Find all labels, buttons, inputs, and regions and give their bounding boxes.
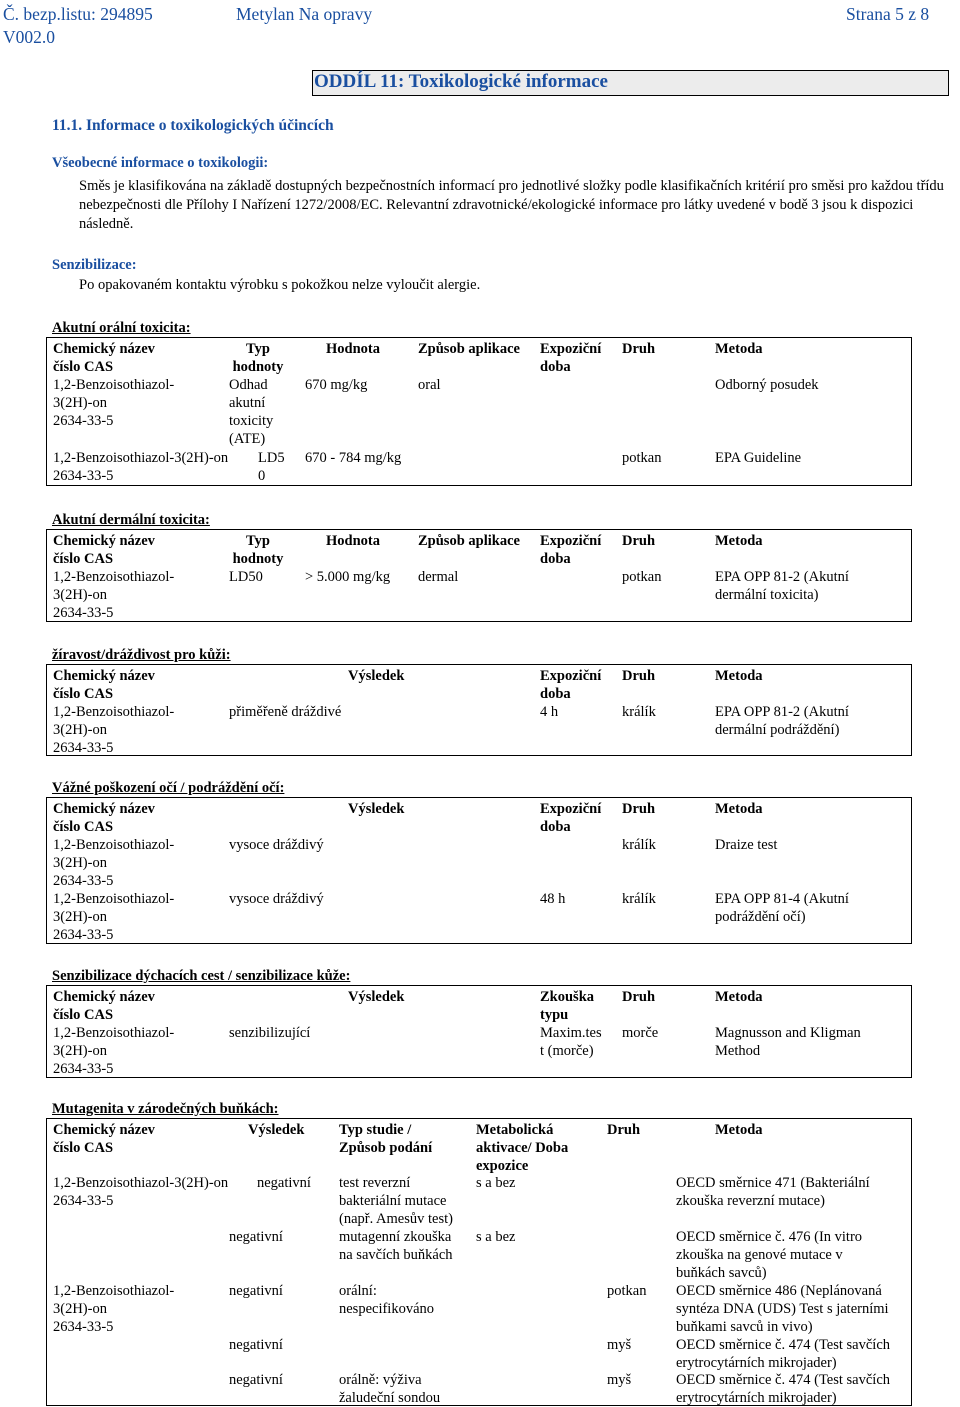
table-cell: Maxim.tes t (morče) (540, 1025, 602, 1059)
table-header: Chemický název číslo CAS (53, 1122, 155, 1156)
table-cell: s a bez (476, 1175, 516, 1191)
resp-sensitization-table (46, 985, 912, 1078)
table-header: Druh (622, 341, 656, 357)
acute-oral-title: Akutní orální toxicita: (52, 320, 191, 336)
table-cell: Odborný posudek (715, 377, 819, 393)
acute-oral-table (46, 337, 912, 486)
table-header: Expoziční doba (540, 533, 602, 567)
table-header: Způsob aplikace (418, 533, 520, 549)
table-cell: negativní (229, 1283, 283, 1299)
table-cell: OECD směrnice č. 474 (Test savčích erytrocytárních mikrojader) (676, 1372, 891, 1406)
table-cell: králík (622, 891, 656, 907)
table-cell: 4 h (540, 704, 559, 720)
table-header: Druh (622, 801, 656, 817)
page-number: Strana 5 z 8 (846, 4, 930, 24)
skin-irritation-title: žíravost/dráždivost pro kůži: (52, 647, 231, 663)
table-cell: orálně: výživa žaludeční sondou (339, 1372, 441, 1406)
table-cell: mutagenní zkouška na savčích buňkách (339, 1229, 453, 1263)
table-header: Expoziční doba (540, 801, 602, 835)
table-cell: 1,2-Benzoisothiazol- 3(2H)-on 2634-33-5 (53, 1025, 175, 1077)
table-header: Metoda (715, 801, 763, 817)
table-cell: 670 mg/kg (305, 377, 368, 393)
table-header: Typ studie / Způsob podání (339, 1122, 433, 1156)
table-header: Druh (622, 989, 656, 1005)
table-cell: 670 - 784 mg/kg (305, 450, 402, 466)
table-cell: EPA OPP 81-2 (Akutní dermální toxicita) (715, 569, 849, 603)
table-cell: myš (607, 1372, 632, 1388)
table-header: Metoda (715, 341, 763, 357)
table-header: Chemický název číslo CAS (53, 989, 155, 1023)
table-header: Způsob aplikace (418, 341, 520, 357)
table-cell: Odhad akutní toxicity (ATE) (229, 377, 274, 447)
table-cell: vysoce dráždivý (229, 891, 324, 907)
product-name: Metylan Na opravy (236, 4, 373, 24)
table-cell: 1,2-Benzoisothiazol- 3(2H)-on 2634-33-5 (53, 837, 175, 889)
table-cell: negativní (257, 1175, 311, 1191)
table-cell: EPA OPP 81-4 (Akutní podráždění očí) (715, 891, 849, 925)
mutagenicity-title: Mutagenita v zárodečných buňkách: (52, 1101, 279, 1117)
table-cell: 1,2-Benzoisothiazol-3(2H)-on 2634-33-5 (53, 1175, 229, 1209)
table-header: Chemický název číslo CAS (53, 341, 155, 375)
table-header: Hodnota (326, 533, 380, 549)
table-cell: negativní (229, 1229, 283, 1245)
table-cell: oral (418, 377, 441, 393)
resp-sensitization-title: Senzibilizace dýchacích cest / senzibilizace kůže: (52, 968, 351, 984)
table-cell: negativní (229, 1337, 283, 1353)
table-cell: potkan (622, 569, 662, 585)
eye-damage-table (46, 797, 912, 944)
table-cell: orální: nespecifikováno (339, 1283, 435, 1317)
mutagenicity-table (46, 1118, 912, 1406)
table-header: Výsledek (348, 668, 405, 684)
sensitization-heading: Senzibilizace: (52, 257, 137, 273)
table-cell: myš (607, 1337, 632, 1353)
table-header: Hodnota (326, 341, 380, 357)
table-header: Typ hodnoty (232, 341, 284, 375)
table-cell: OECD směrnice 486 (Neplánovaná syntéza DNA (UDS) Test s jaterními buňkami savců in vivo) (676, 1283, 889, 1335)
table-cell: 1,2-Benzoisothiazol- 3(2H)-on 2634-33-5 (53, 569, 175, 621)
table-cell: EPA OPP 81-2 (Akutní dermální podráždění) (715, 704, 849, 738)
acute-dermal-table (46, 529, 912, 622)
eye-damage-title: Vážné poškození očí / podráždění očí: (52, 780, 285, 796)
section-title: ODDÍL 11: Toxikologické informace (314, 71, 608, 92)
table-cell: morče (622, 1025, 659, 1041)
table-header: Chemický název číslo CAS (53, 668, 155, 702)
table-cell: vysoce dráždivý (229, 837, 324, 853)
table-cell: negativní (229, 1372, 283, 1388)
table-cell: Magnusson and Kligman Method (715, 1025, 861, 1059)
table-cell: LD50 (229, 569, 263, 585)
table-header: Chemický název číslo CAS (53, 801, 155, 835)
table-header: Druh (607, 1122, 641, 1138)
table-header: Výsledek (348, 989, 405, 1005)
table-cell: LD5 0 (258, 450, 285, 484)
table-header: Zkouška typu (540, 989, 595, 1023)
table-cell: potkan (607, 1283, 647, 1299)
table-header: Chemický název číslo CAS (53, 533, 155, 567)
table-cell: 1,2-Benzoisothiazol-3(2H)-on 2634-33-5 (53, 450, 229, 484)
version-label: V002.0 (3, 27, 56, 47)
subsection-title: 11.1. Informace o toxikologických účincích (52, 117, 334, 134)
table-cell: > 5.000 mg/kg (305, 569, 391, 585)
table-header: Metoda (715, 668, 763, 684)
table-cell: senzibilizující (229, 1025, 311, 1041)
table-header: Metabolická aktivace/ Doba expozice (476, 1122, 569, 1174)
general-heading: Všeobecné informace o toxikologii: (52, 155, 269, 171)
table-cell: 1,2-Benzoisothiazol- 3(2H)-on 2634-33-5 (53, 377, 175, 429)
general-text: Směs je klasifikována na základě dostupných bezpečnostních informací pro jednotlivé složky podle klasifikačních kritérií pro směsi pro každou třídu nebezpečnosti dle Přílohy I Nařízení 1272/2008/EC. Relevantní zdravotnické/ekologické informace pro látky uvedené v bodě 3 jsou k dispozici následně. (79, 178, 944, 232)
table-cell: Draize test (715, 837, 778, 853)
table-cell: 48 h (540, 891, 566, 907)
table-header: Typ hodnoty (232, 533, 284, 567)
table-header: Metoda (715, 989, 763, 1005)
table-header: Metoda (715, 1122, 763, 1138)
sensitization-text: Po opakovaném kontaktu výrobku s pokožkou nelze vyloučit alergie. (79, 277, 481, 293)
table-header: Druh (622, 668, 656, 684)
table-cell: 1,2-Benzoisothiazol- 3(2H)-on 2634-33-5 (53, 1283, 175, 1335)
table-header: Druh (622, 533, 656, 549)
table-cell: králík (622, 837, 656, 853)
table-cell: test reverzní bakteriální mutace (např. Amesův test) (339, 1175, 453, 1227)
sheet-number: Č. bezp.listu: 294895 (3, 4, 153, 24)
table-cell: potkan (622, 450, 662, 466)
table-header: Výsledek (348, 801, 405, 817)
table-header: Expoziční doba (540, 668, 602, 702)
table-cell: králík (622, 704, 656, 720)
table-cell: přiměřeně dráždivé (229, 704, 342, 720)
table-cell: OECD směrnice č. 476 (In vitro zkouška na genové mutace v buňkách savců) (676, 1229, 863, 1281)
table-header: Výsledek (248, 1122, 305, 1138)
table-cell: dermal (418, 569, 459, 585)
table-header: Expoziční doba (540, 341, 602, 375)
table-cell: 1,2-Benzoisothiazol- 3(2H)-on 2634-33-5 (53, 891, 175, 943)
skin-irritation-table (46, 664, 912, 756)
acute-dermal-title: Akutní dermální toxicita: (52, 512, 210, 528)
table-cell: s a bez (476, 1229, 516, 1245)
table-cell: OECD směrnice 471 (Bakteriální zkouška reverzní mutace) (676, 1175, 870, 1209)
table-header: Metoda (715, 533, 763, 549)
table-cell: EPA Guideline (715, 450, 802, 466)
table-cell: OECD směrnice č. 474 (Test savčích erytrocytárních mikrojader) (676, 1337, 891, 1371)
table-cell: 1,2-Benzoisothiazol- 3(2H)-on 2634-33-5 (53, 704, 175, 756)
